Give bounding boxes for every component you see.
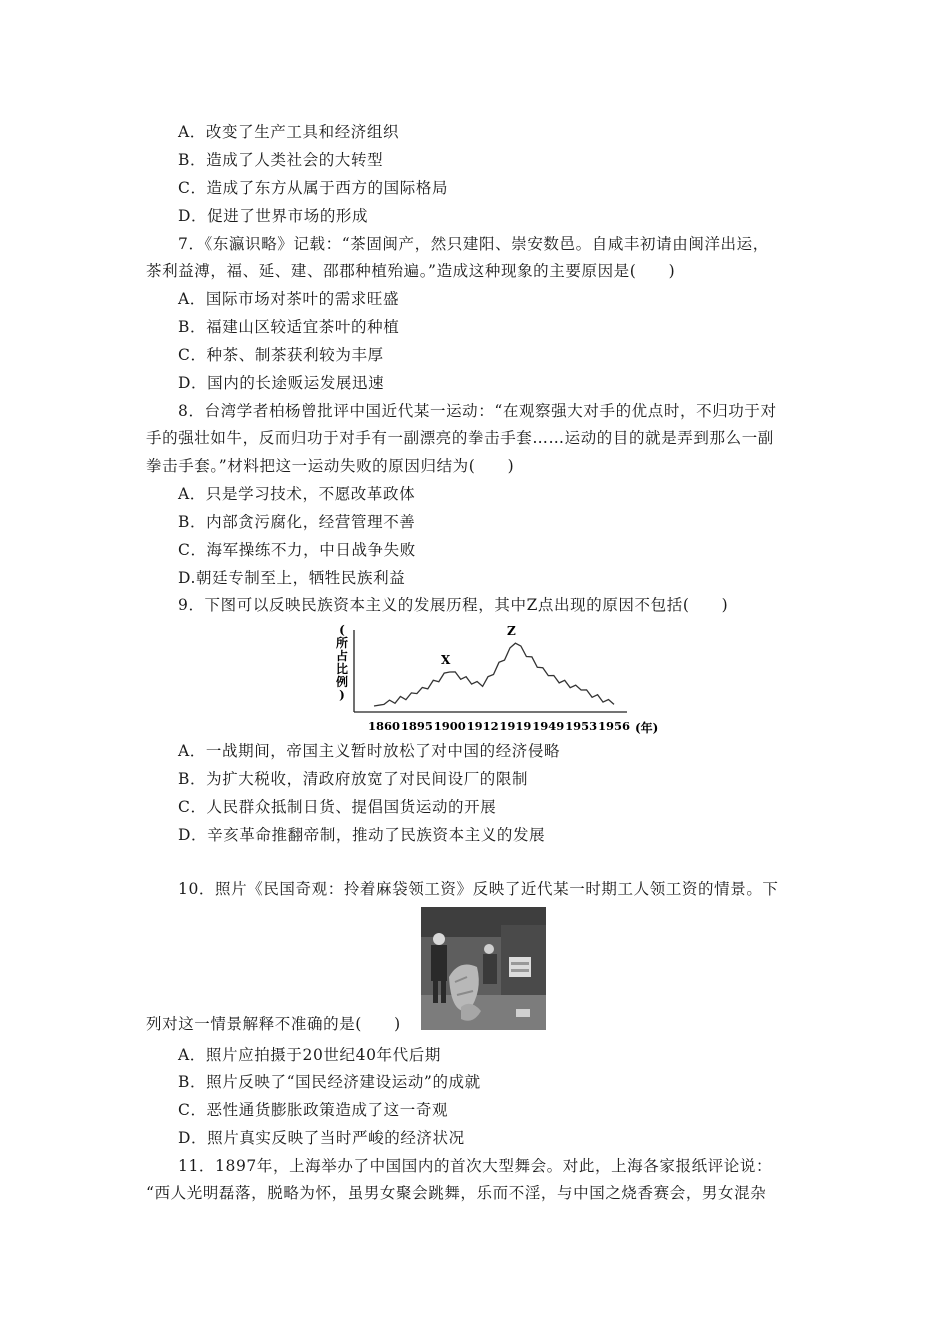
q10-option-d: D．照片真实反映了当时严峻的经济状况 — [178, 1129, 465, 1147]
q6-option-d: D．促进了世界市场的形成 — [178, 207, 369, 225]
q6-option-a: A．改变了生产工具和经济组织 — [178, 123, 400, 141]
q8-option-c: C．海军操练不力，中日战争失败 — [178, 541, 416, 559]
x-tick-label: 1900 — [433, 719, 466, 733]
q8-stem-line-1: 8．台湾学者柏杨曾批评中国近代某一运动：“在观察强大对手的优点时，不归功于对 — [178, 402, 777, 420]
x-tick-label: 1912 — [466, 719, 499, 733]
q9-option-c: C．人民群众抵制日货、提倡国货运动的开展 — [178, 798, 497, 816]
q7-option-a: A．国际市场对茶叶的需求旺盛 — [178, 290, 400, 308]
q7-option-c: C．种茶、制茶获利较为丰厚 — [178, 346, 384, 364]
x-tick-label: 1895 — [400, 719, 433, 733]
q9-stem: 9．下图可以反映民族资本主义的发展历程，其中Z点出现的原因不包括( ) — [178, 596, 729, 614]
q10-option-a: A．照片应拍摄于20世纪40年代后期 — [178, 1046, 441, 1064]
q10-stem-line-2: 列对这一情景解释不准确的是( ) — [146, 1015, 401, 1033]
q9-option-d: D．辛亥革命推翻帝制，推动了民族资本主义的发展 — [178, 826, 546, 844]
q9-option-a: A．一战期间，帝国主义暂时放松了对中国的经济侵略 — [178, 742, 561, 760]
x-axis-label: (年) — [635, 721, 659, 735]
x-tick-label: 1956 — [597, 719, 631, 733]
q6-option-b: B．造成了人类社会的大转型 — [178, 151, 384, 169]
q6-option-c: C．造成了东方从属于西方的国际格局 — [178, 179, 449, 197]
q11-stem-line-2: “西人光明磊落，脱略为怀，虽男女聚会跳舞，乐而不淫，与中国之烧香赛会，男女混杂 — [146, 1184, 767, 1202]
q7-option-d: D．国内的长途贩运发展迅速 — [178, 374, 385, 392]
q7-stem-line-2: 茶利益溥，福、延、建、邵郡种植殆遍。”造成这种现象的主要原因是( ) — [146, 262, 676, 280]
q10-option-b: B．照片反映了“国民经济建设运动”的成就 — [178, 1073, 481, 1091]
q10-option-c: C．恶性通货膨胀政策造成了这一奇观 — [178, 1101, 449, 1119]
q8-option-b: B．内部贪污腐化，经营管理不善 — [178, 513, 416, 531]
x-tick-label: 1949 — [532, 719, 565, 733]
q11-stem-line-1: 11．1897年，上海举办了中国国内的首次大型舞会。对此，上海各家报纸评论说： — [178, 1157, 773, 1175]
x-tick-label: 1953 — [565, 719, 598, 733]
q8-stem-line-2: 手的强壮如牛，反而归功于对手有一副漂亮的拳击手套……运动的目的就是弄到那么一副 — [146, 429, 774, 447]
q8-option-d: D.朝廷专制至上，牺牲民族利益 — [178, 569, 406, 587]
q8-stem-line-3: 拳击手套。”材料把这一运动失败的原因归结为( ) — [146, 457, 515, 475]
q7-option-b: B．福建山区较适宜茶叶的种植 — [178, 318, 400, 336]
x-tick-label: 1919 — [499, 719, 532, 733]
q9-option-b: B．为扩大税收，清政府放宽了对民间设厂的限制 — [178, 770, 529, 788]
point-annotation: X — [441, 653, 451, 667]
q7-stem-line-1: 7．《东瀛识略》记载：“茶固闽产，然只建阳、崇安数邑。自咸丰初请由闽洋出运， — [178, 235, 769, 253]
q10-stem-line-1: 10．照片《民国奇观：拎着麻袋领工资》反映了近代某一时期工人领工资的情景。下 — [178, 880, 779, 898]
photo-illustration — [421, 907, 546, 1030]
series-line — [374, 643, 614, 706]
y-axis-label: (所占比例) — [335, 623, 349, 702]
q8-option-a: A．只是学习技术，不愿改革政体 — [178, 485, 416, 503]
historical-photo — [421, 907, 546, 1030]
line-chart — [332, 622, 662, 740]
x-tick-label: 1860 — [367, 719, 401, 733]
point-annotation: Z — [507, 624, 516, 639]
